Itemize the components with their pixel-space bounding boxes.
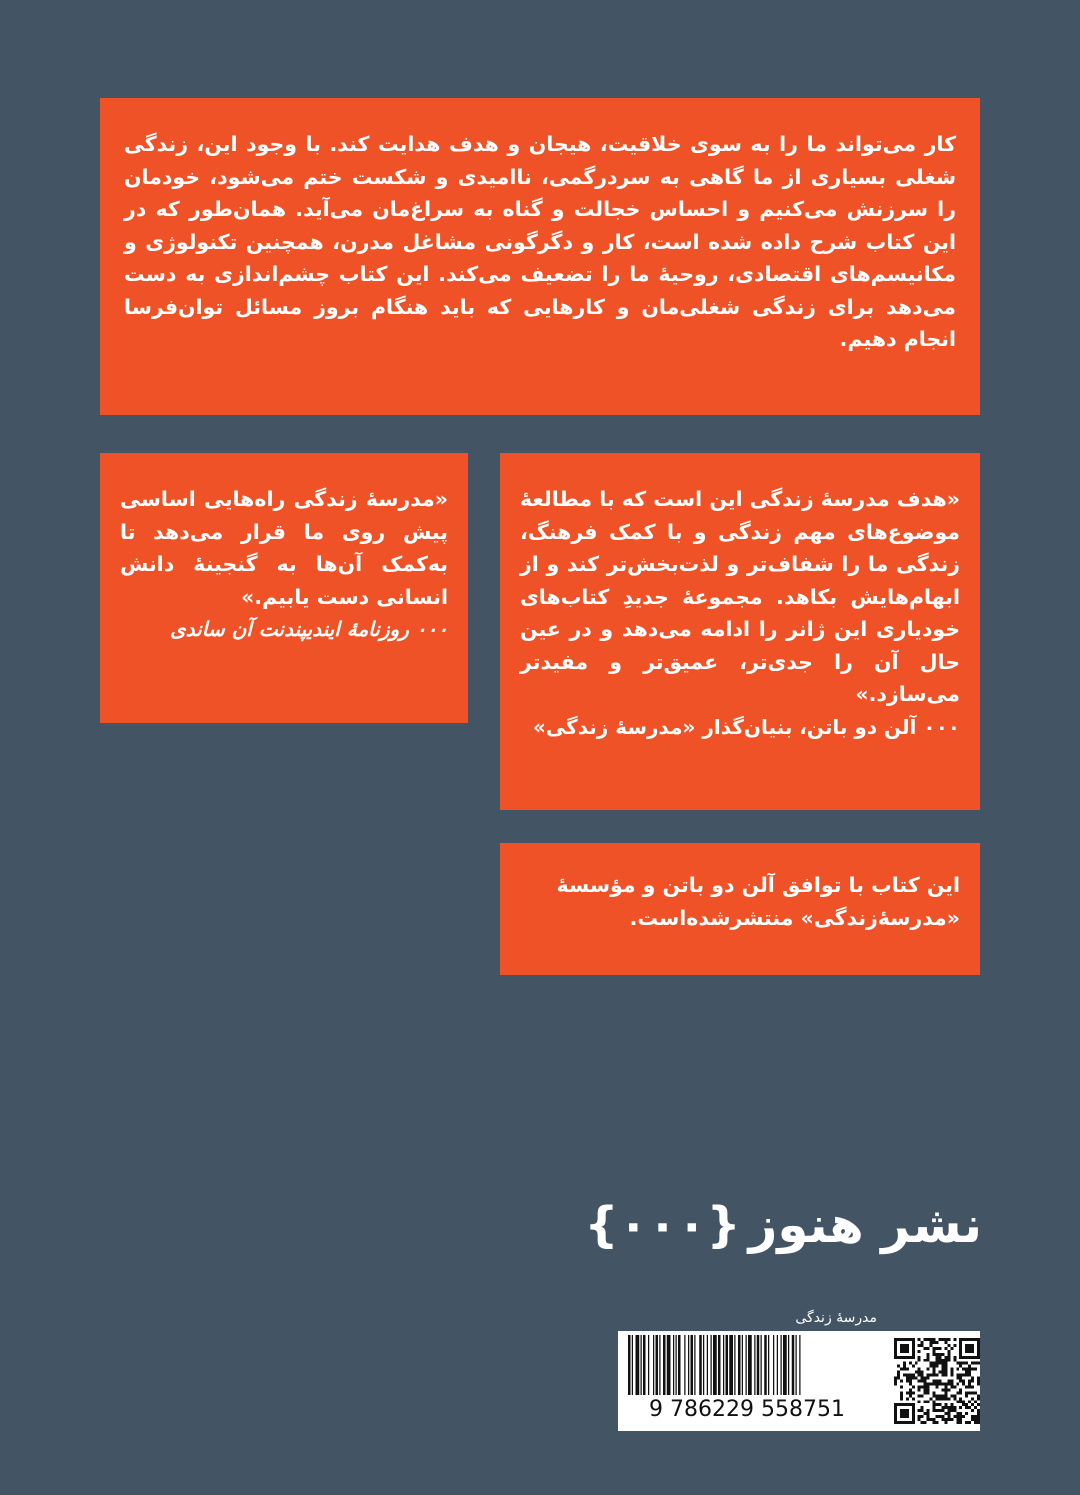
license-note-line: این کتاب با توافق آلن دو باتن و مؤسسهٔ — [556, 873, 960, 897]
quote-line: «هدف مدرسهٔ زندگی این است که با مطالعهٔ — [520, 487, 960, 511]
publisher-mark: {۰۰۰} — [584, 1197, 741, 1253]
quote-line: خودیاری این ژانر را ادامه می‌دهد و در عین حال — [520, 617, 960, 674]
founder-quote-box — [500, 453, 980, 810]
description-line: هنگام بروز مسائل توان‌فرسا انجام دهیم. — [124, 294, 956, 351]
quote-line: زندگی ما را شفاف‌تر و لذت‌بخش‌تر کند و از — [520, 552, 960, 576]
description-line: کار و دگرگونی مشاغل مدرن، همچنین تکنولوژی و مکانیسم‌های اقتصادی، روحیهٔ ما را تضعیف — [124, 229, 956, 286]
series-label: مدرسهٔ زندگی — [795, 1310, 877, 1326]
quote-line: به‌کمک آن‌ها به گنجینهٔ دانش — [120, 552, 448, 576]
qr-code-icon — [894, 1338, 980, 1424]
founder-quote-attribution: ۰۰۰ آلن دو باتن، بنیان‌گذار «مدرسهٔ زندگی» — [532, 714, 960, 739]
description-box — [100, 98, 980, 415]
quote-line: آن را جدی‌تر، عمیق‌تر و مفیدتر می‌سازد.» — [520, 649, 960, 706]
description-line: احساس خجالت و گناه به سراغ‌مان می‌آید. همان‌طور که در این کتاب شرح داده شده است، — [124, 197, 956, 254]
description-line: می‌کند. این کتاب چشم‌اندازی به دست می‌دهد برای زندگی شغلی‌مان و کارهایی که باید — [124, 262, 956, 319]
isbn-panel — [618, 1331, 980, 1431]
isbn-digits: 9 786229 558751 — [649, 1397, 845, 1422]
description-line: کار می‌تواند ما را به سوی خلاقیت، هیجان و هدف هدایت کند. با وجود این، زندگی شغلی — [124, 132, 956, 189]
quote-line: ابهام‌هایش بکاهد. مجموعهٔ جدیدِ کتاب‌های — [520, 584, 960, 609]
press-quote-box — [100, 453, 468, 723]
license-note-box — [500, 843, 980, 975]
founder-quote-text — [520, 483, 960, 711]
barcode-icon — [620, 1335, 874, 1395]
quote-line: پیش روی ما قرار می‌دهد تا — [120, 519, 448, 544]
description-line: بسیاری از ما گاهی به سردرگمی، ناامیدی و شکست ختم می‌شود، خودمان را سرزنش می‌کنیم و — [124, 164, 956, 221]
description-text — [124, 128, 956, 356]
license-note-line: «مدرسهٔ‌زندگی» منتشرشده‌است. — [629, 906, 960, 930]
quote-line: «مدرسهٔ زندگی راه‌هایی اساسی — [120, 487, 448, 511]
press-quote-attribution: ۰۰۰ روزنامهٔ ایندیپندنت آن ساندی — [170, 617, 448, 641]
publisher-name: نشر هنوز — [748, 1196, 982, 1254]
quote-line: موضوع‌های مهم زندگی و با کمک فرهنگ، — [520, 519, 960, 544]
press-quote-text — [120, 483, 448, 613]
quote-line: انسانی دست یابیم.» — [241, 584, 448, 609]
publisher-logo — [584, 1190, 982, 1260]
